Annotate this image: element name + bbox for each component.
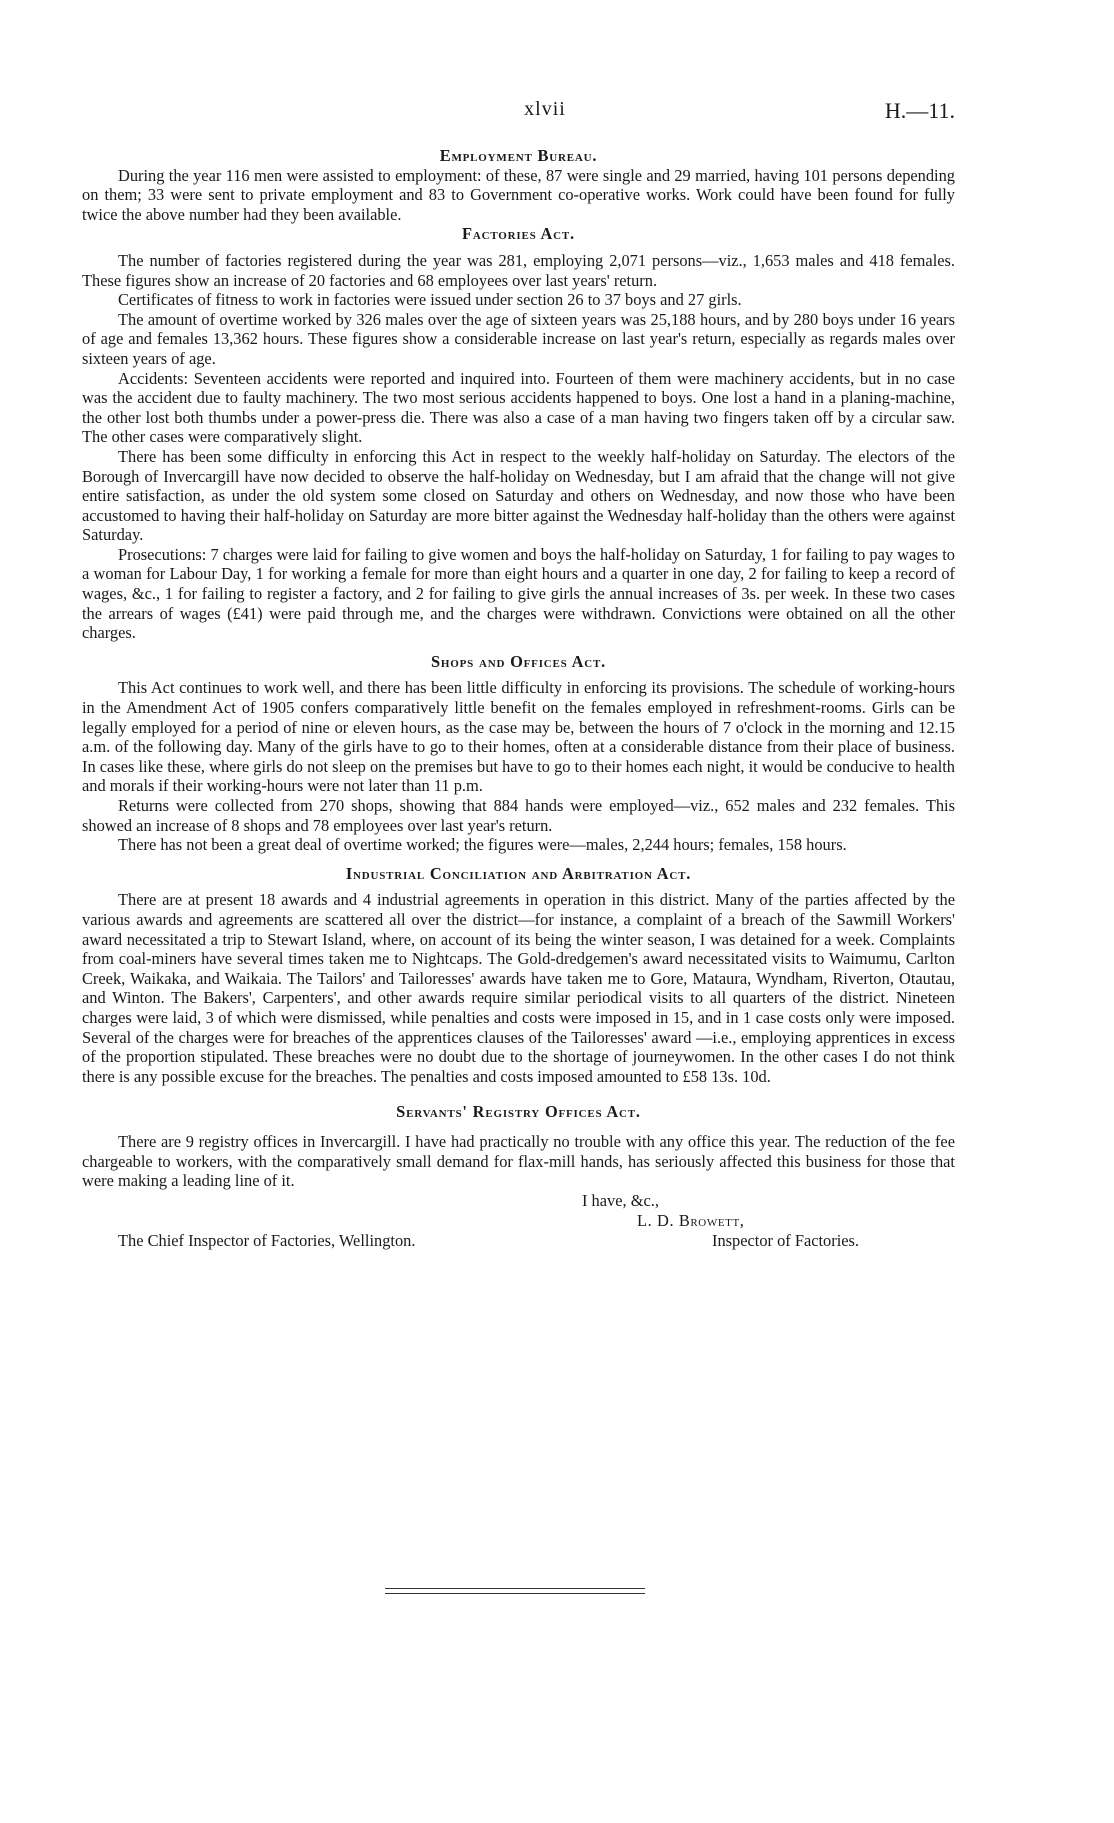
paragraph: There has been some difficulty in enforcing this Act in respect to the weekly half-holiday on Saturday. The electors of the Borough of Invercargill have now decided to observe the half-holiday on Wednesday, but I am afraid that the change will not give entire satisfaction, as under the old system some closed on Saturday and others on Wednesday, and now those who have been accustomed to having their half-holiday on Saturday are more bitter against the Wednesday half-holiday than the others were against Saturday.	[82, 446, 955, 545]
signature-name: L. D. Browett,	[637, 1210, 745, 1230]
paragraph: There are 9 registry offices in Invercargill. I have had practically no trouble with any office this year. The reduction of the fee chargeable to workers, with the comparatively small demand for flax-mill hands, has seriously affected this business for those that were making a leading line of it.	[82, 1131, 955, 1191]
closing-rule	[385, 1588, 645, 1589]
paragraph: There are at present 18 awards and 4 industrial agreements in operation in this district. Many of the parties affected by the various awards and agreements are scattered all over the district—for instance, a complaint of a breach of the Sawmill Workers' award necessitated a trip to Stewart Island, where, on account of its being the winter season, I was detained for a week. Complaints from coal-miners have several times taken me to Nightcaps. The Gold-dredgemen's award necessitated visits to Waimumu, Carlton Creek, Waikaka, and Waikaia. The Tailors' and Tailoresses' awards have taken me to Gore, Mataura, Wyndham, Riverton, Otautau, and Winton. The Bakers', Carpenters', and other awards require similar periodical visits to all quarters of the district. Nineteen charges were laid, 3 of which were dismissed, while penalties and costs were imposed in 15, and in 1 case costs only were imposed. Several of the charges were for breaches of the apprentices clauses of the Tailoresses' award —i.e., employing apprentices in excess of the proportion stipulated. These breaches were no doubt due to the shortage of journeywomen. In the other cases I do not think there is any possible excuse for the breaches. The penalties and costs imposed amounted to £58 13s. 10d.	[82, 890, 955, 1086]
signature-block	[82, 1191, 955, 1271]
document-body	[82, 146, 955, 1271]
section-heading-servants-registry-offices-act: Servants' Registry Offices Act.	[396, 1102, 641, 1122]
section-heading-employment-bureau: Employment Bureau.	[439, 146, 598, 165]
paragraph: Returns were collected from 270 shops, showing that 884 hands were employed—viz., 652 males and 232 females. This showed an increase of 8 shops and 78 employees over last year's return.	[82, 796, 955, 835]
paragraph: This Act continues to work well, and there has been little difficulty in enforcing its provisions. The schedule of working-hours in the Amendment Act of 1905 confers comparatively little benefit on the females employed in refreshment-rooms. Girls can be legally employed for a period of nine or eleven hours, as the case may be, between the hours of 7 o'clock in the morning and 12.15 a.m. of the following day. Many of the girls have to go to their homes, often at a considerable distance from their place of business. In cases like these, where girls do not sleep on the premises but have to go to their homes each night, it would be conducive to health and morals if their working-hours were not later than 11 p.m.	[82, 678, 955, 796]
section-heading-shops-and-offices-act: Shops and Offices Act.	[431, 651, 606, 671]
paragraph: The number of factories registered during the year was 281, employing 2,071 persons—viz., 1,653 males and 418 females. These figures show an increase of 20 factories and 68 employees over last years' return.	[82, 250, 955, 290]
page-number: xlvii	[524, 98, 566, 120]
section-heading-factories-act: Factories Act.	[462, 224, 575, 244]
section-heading-industrial-conciliation-act: Industrial Conciliation and Arbitration Act.	[345, 863, 692, 883]
paragraph: There has not been a great deal of overtime worked; the figures were—males, 2,244 hours; females, 158 hours.	[118, 835, 847, 855]
addressee: The Chief Inspector of Factories, Wellington.	[118, 1230, 416, 1250]
signature-title: Inspector of Factories.	[712, 1230, 860, 1250]
signature-closing: I have, &c.,	[582, 1190, 659, 1210]
paragraph: Certificates of fitness to work in factories were issued under section 26 to 37 boys and 27 girls.	[118, 290, 742, 310]
document-reference: H.—11.	[884, 98, 955, 123]
paragraph: The amount of overtime worked by 326 males over the age of sixteen years was 25,188 hours, and by 280 boys under 16 years of age and females 13,362 hours. These figures show a considerable increase on last year's return, especially as regards males over sixteen years of age.	[82, 309, 955, 368]
paragraph: Accidents: Seventeen accidents were reported and inquired into. Fourteen of them were machinery accidents, but in no case was the accident due to faulty machinery. The two most serious accidents happened to boys. One lost a hand in a planing-machine, the other lost both thumbs under a power-press die. There was also a case of a man having two fingers taken off by a circular saw. The other cases were comparatively slight.	[82, 368, 955, 447]
paragraph: During the year 116 men were assisted to employment: of these, 87 were single and 29 married, having 101 persons depending on them; 33 were sent to private employment and 83 to Government co-operative works. Work could have been found for fully twice the above number had they been available.	[82, 165, 955, 224]
closing-rule	[385, 1593, 645, 1594]
paragraph: Prosecutions: 7 charges were laid for failing to give women and boys the half-holiday on Saturday, 1 for failing to pay wages to a woman for Labour Day, 1 for working a female for more than eight hours and a quarter in one day, 2 for failing to keep a record of wages, &c., 1 for failing to register a factory, and 2 for failing to give girls the annual increases of 3s. per week. In these two cases the arrears of wages (£41) were paid through me, and the charges were withdrawn. Convictions were obtained on all the other charges.	[82, 544, 955, 643]
